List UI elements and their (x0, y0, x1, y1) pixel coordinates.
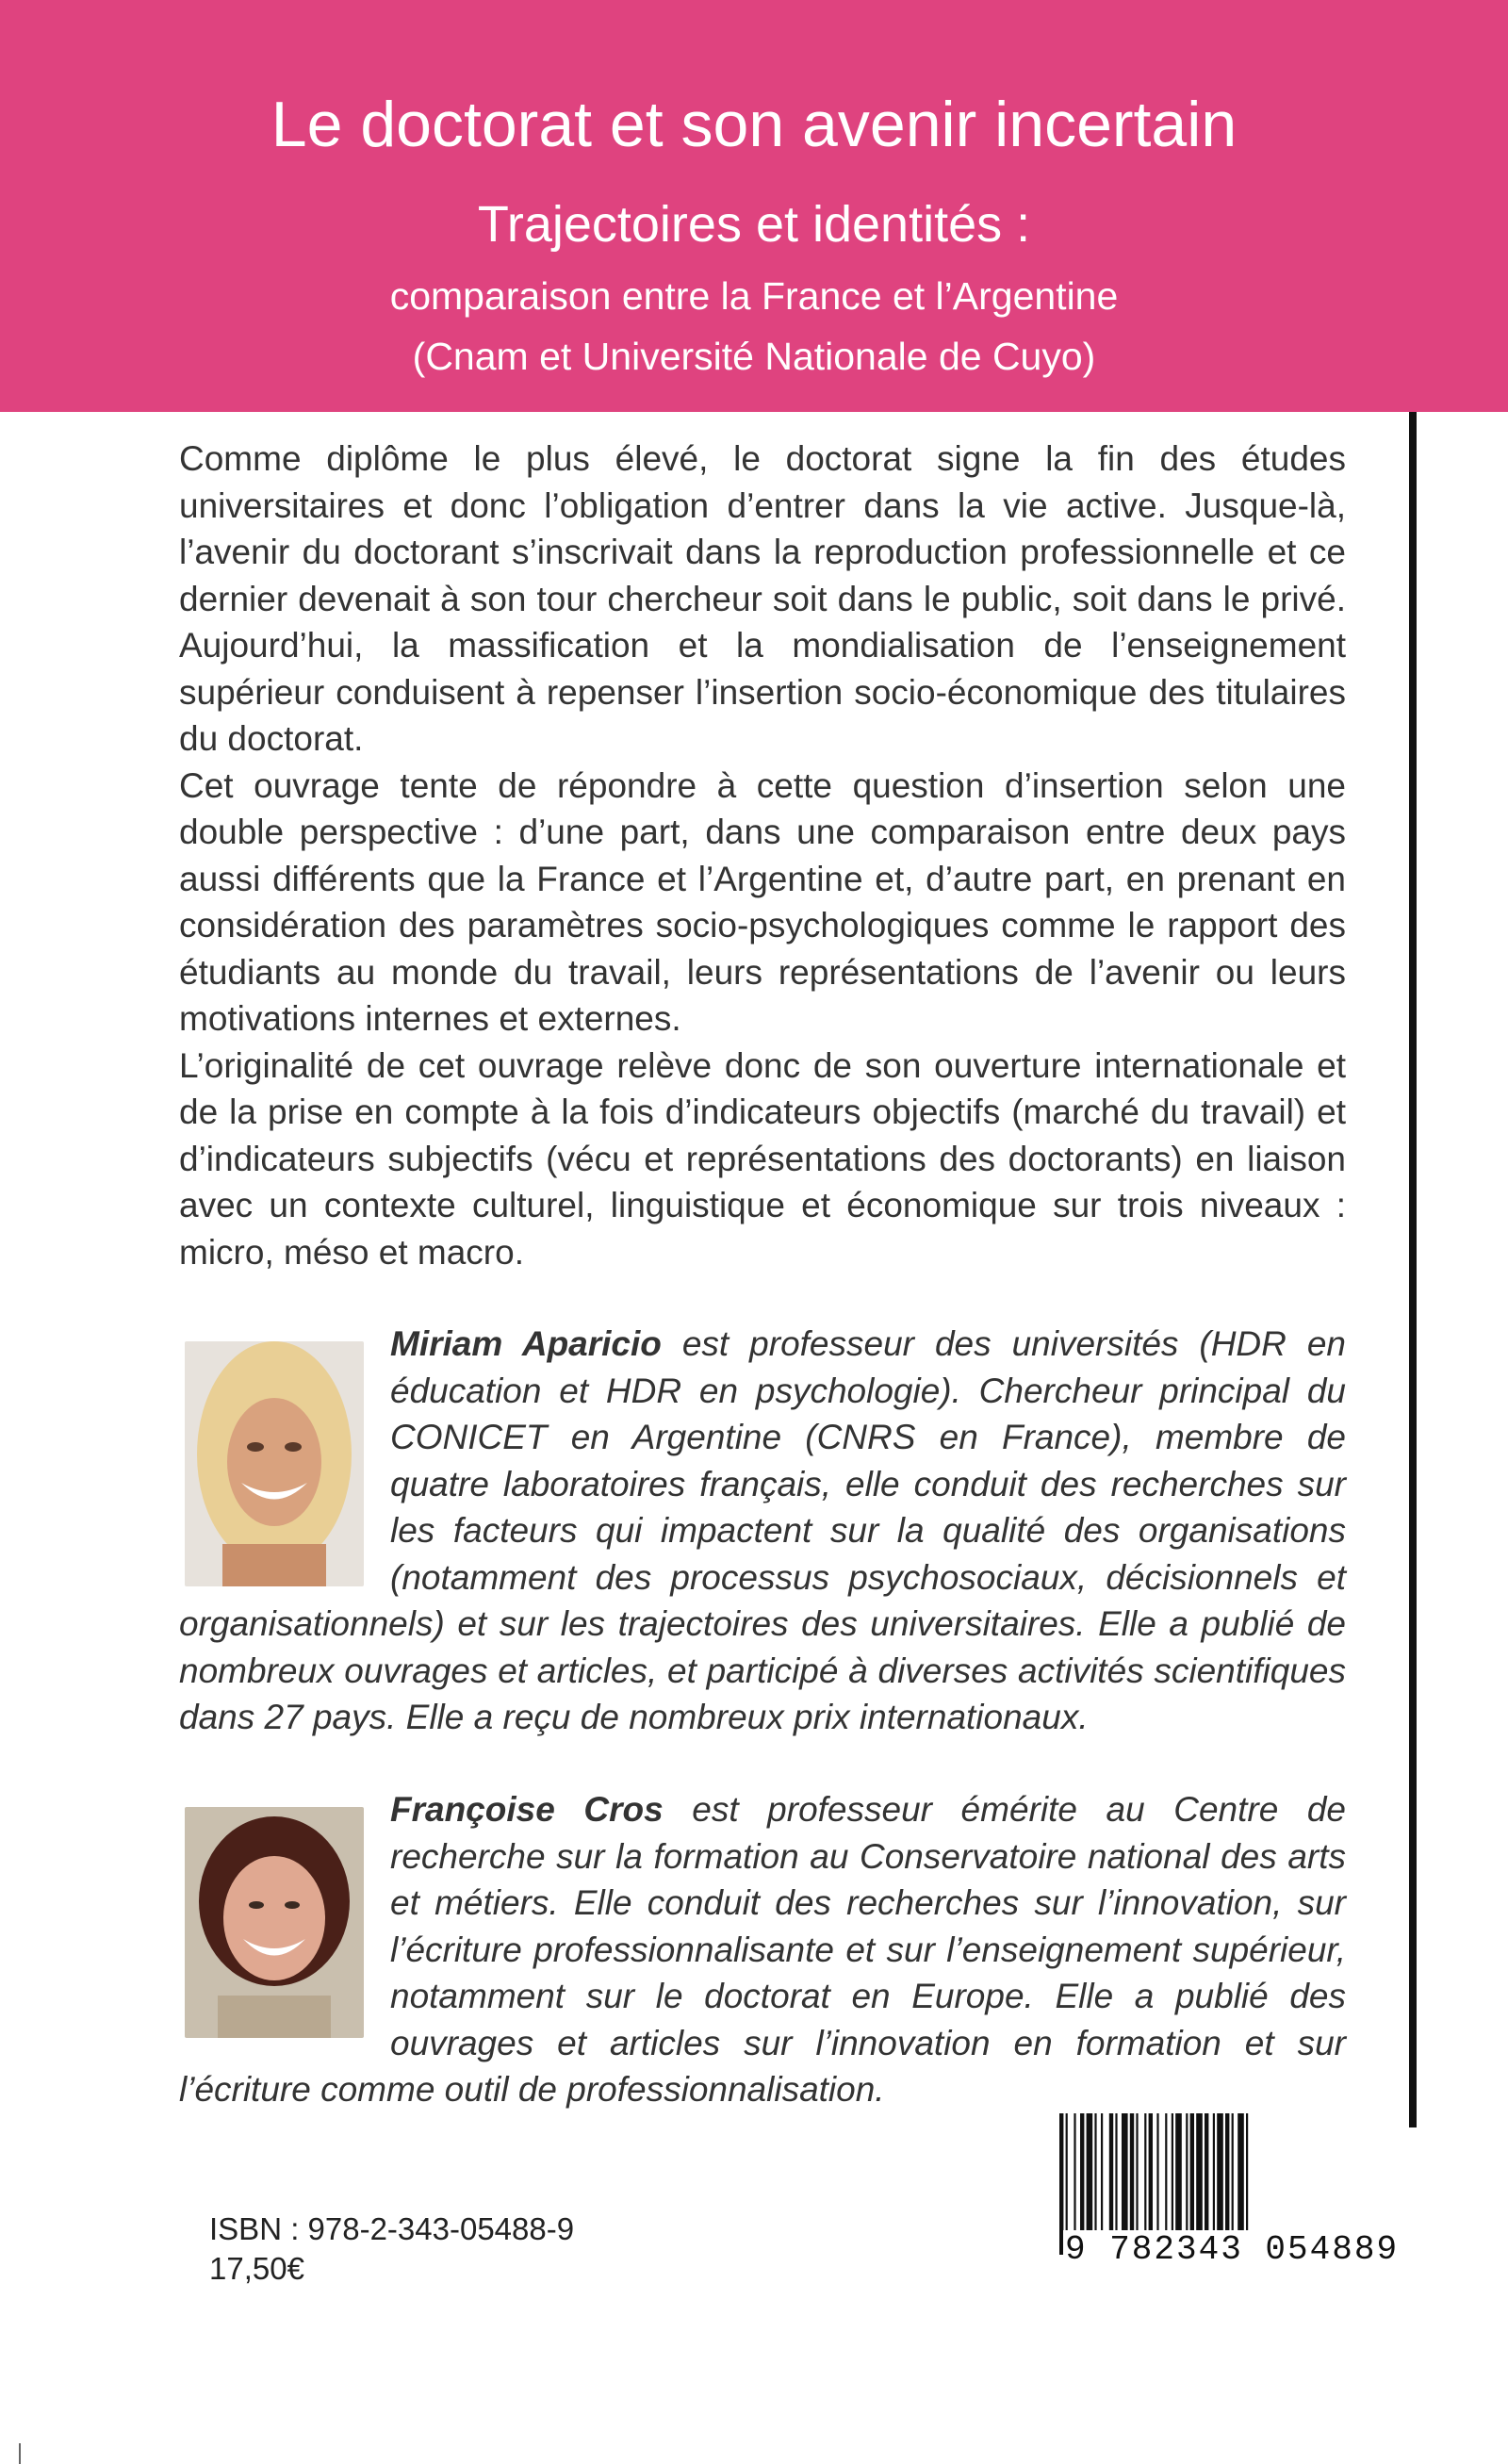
book-subtitle-line2: comparaison entre la France et l’Argentine (389, 274, 1119, 318)
book-title: Le doctorat et son avenir incertain (270, 89, 1238, 160)
book-subtitle-line3: (Cnam et Université Nationale de Cuyo) (412, 335, 1096, 378)
barcode-number: 9 782343 054889 (1065, 2230, 1400, 2269)
author-bio-cros (179, 1786, 1346, 2113)
crop-mark-bottom (19, 2443, 21, 2464)
author-photo-aparicio (185, 1341, 364, 1586)
summary-paragraph: Comme diplôme le plus élevé, le doctorat signe la fin des études universitaires et donc l’obligation d’entrer dans la vie active. Jusque-là, l’avenir du doctorant s’inscrivait dans la reproduction professionnelle et ce dernier devenait à son tour chercheur soit dans le public, soit dans le privé. Aujourd’hui, la massification et la mondialisation de l’enseignement supérieur conduisent à repenser l’insertion socio-économique des titulaires du doctorat. (179, 439, 1346, 758)
author-bio-text: est professeur des universités (HDR en éducation et HDR en psychologie). Chercheur principal du CONICET en Argentine (CNRS en France), membre de quatre laboratoires français, elle conduit des recherches sur les facteurs qui impactent sur la qualité des organisations (notamment des processus psychosociaux, décisionnels et organisationnels) et sur les trajectoires des universitaires. Elle a publié de nombreux ouvrages et articles, et participé à diverses activités scientifiques dans 27 pays. Elle a reçu de nombreux prix internationaux. (179, 1324, 1346, 1736)
summary (179, 435, 1346, 1275)
isbn: ISBN : 978-2-343-05488-9 (209, 2211, 575, 2246)
author-name-cros: Françoise Cros (390, 1790, 664, 1829)
book-subtitle: Trajectoires et identités : (477, 196, 1031, 253)
author-name-aparicio: Miriam Aparicio (390, 1324, 662, 1363)
author-photo-cros (185, 1807, 364, 2038)
isbn-block (209, 2209, 574, 2289)
title-banner (0, 0, 1508, 412)
author-bio-aparicio (179, 1321, 1346, 1741)
spine-rule (1409, 412, 1417, 2127)
summary-paragraph: Cet ouvrage tente de répondre à cette question d’insertion selon une double perspective : d’une part, dans une comparaison entre deux pays aussi différents que la France et l’Argentine et, d’autre part, en prenant en considération des paramètres socio-psychologiques comme le rapport des étudiants au monde du travail, leurs représentations de l’avenir ou leurs motivations internes et externes. (179, 765, 1346, 1038)
price: 17,50€ (209, 2251, 304, 2286)
author-bio-text: est professeur émérite au Centre de recherche sur la formation au Conservatoire national des arts et métiers. Elle conduit des recherches sur l’innovation, sur l’écriture professionnalisante et sur l’enseignement supérieur, notamment sur le doctorat en Europe. Elle a publié des ouvrages et articles sur l’innovation en formation et sur l’écriture comme outil de professionnalisation. (179, 1790, 1346, 2109)
summary-paragraph: L’originalité de cet ouvrage relève donc de son ouverture internationale et de la prise en compte à la fois d’indicateurs objectifs (marché du travail) et d’indicateurs subjectifs (vécu et représentations des doctorants) en liaison avec un contexte culturel, linguistique et économique sur trois niveaux : micro, méso et macro. (179, 1045, 1346, 1272)
